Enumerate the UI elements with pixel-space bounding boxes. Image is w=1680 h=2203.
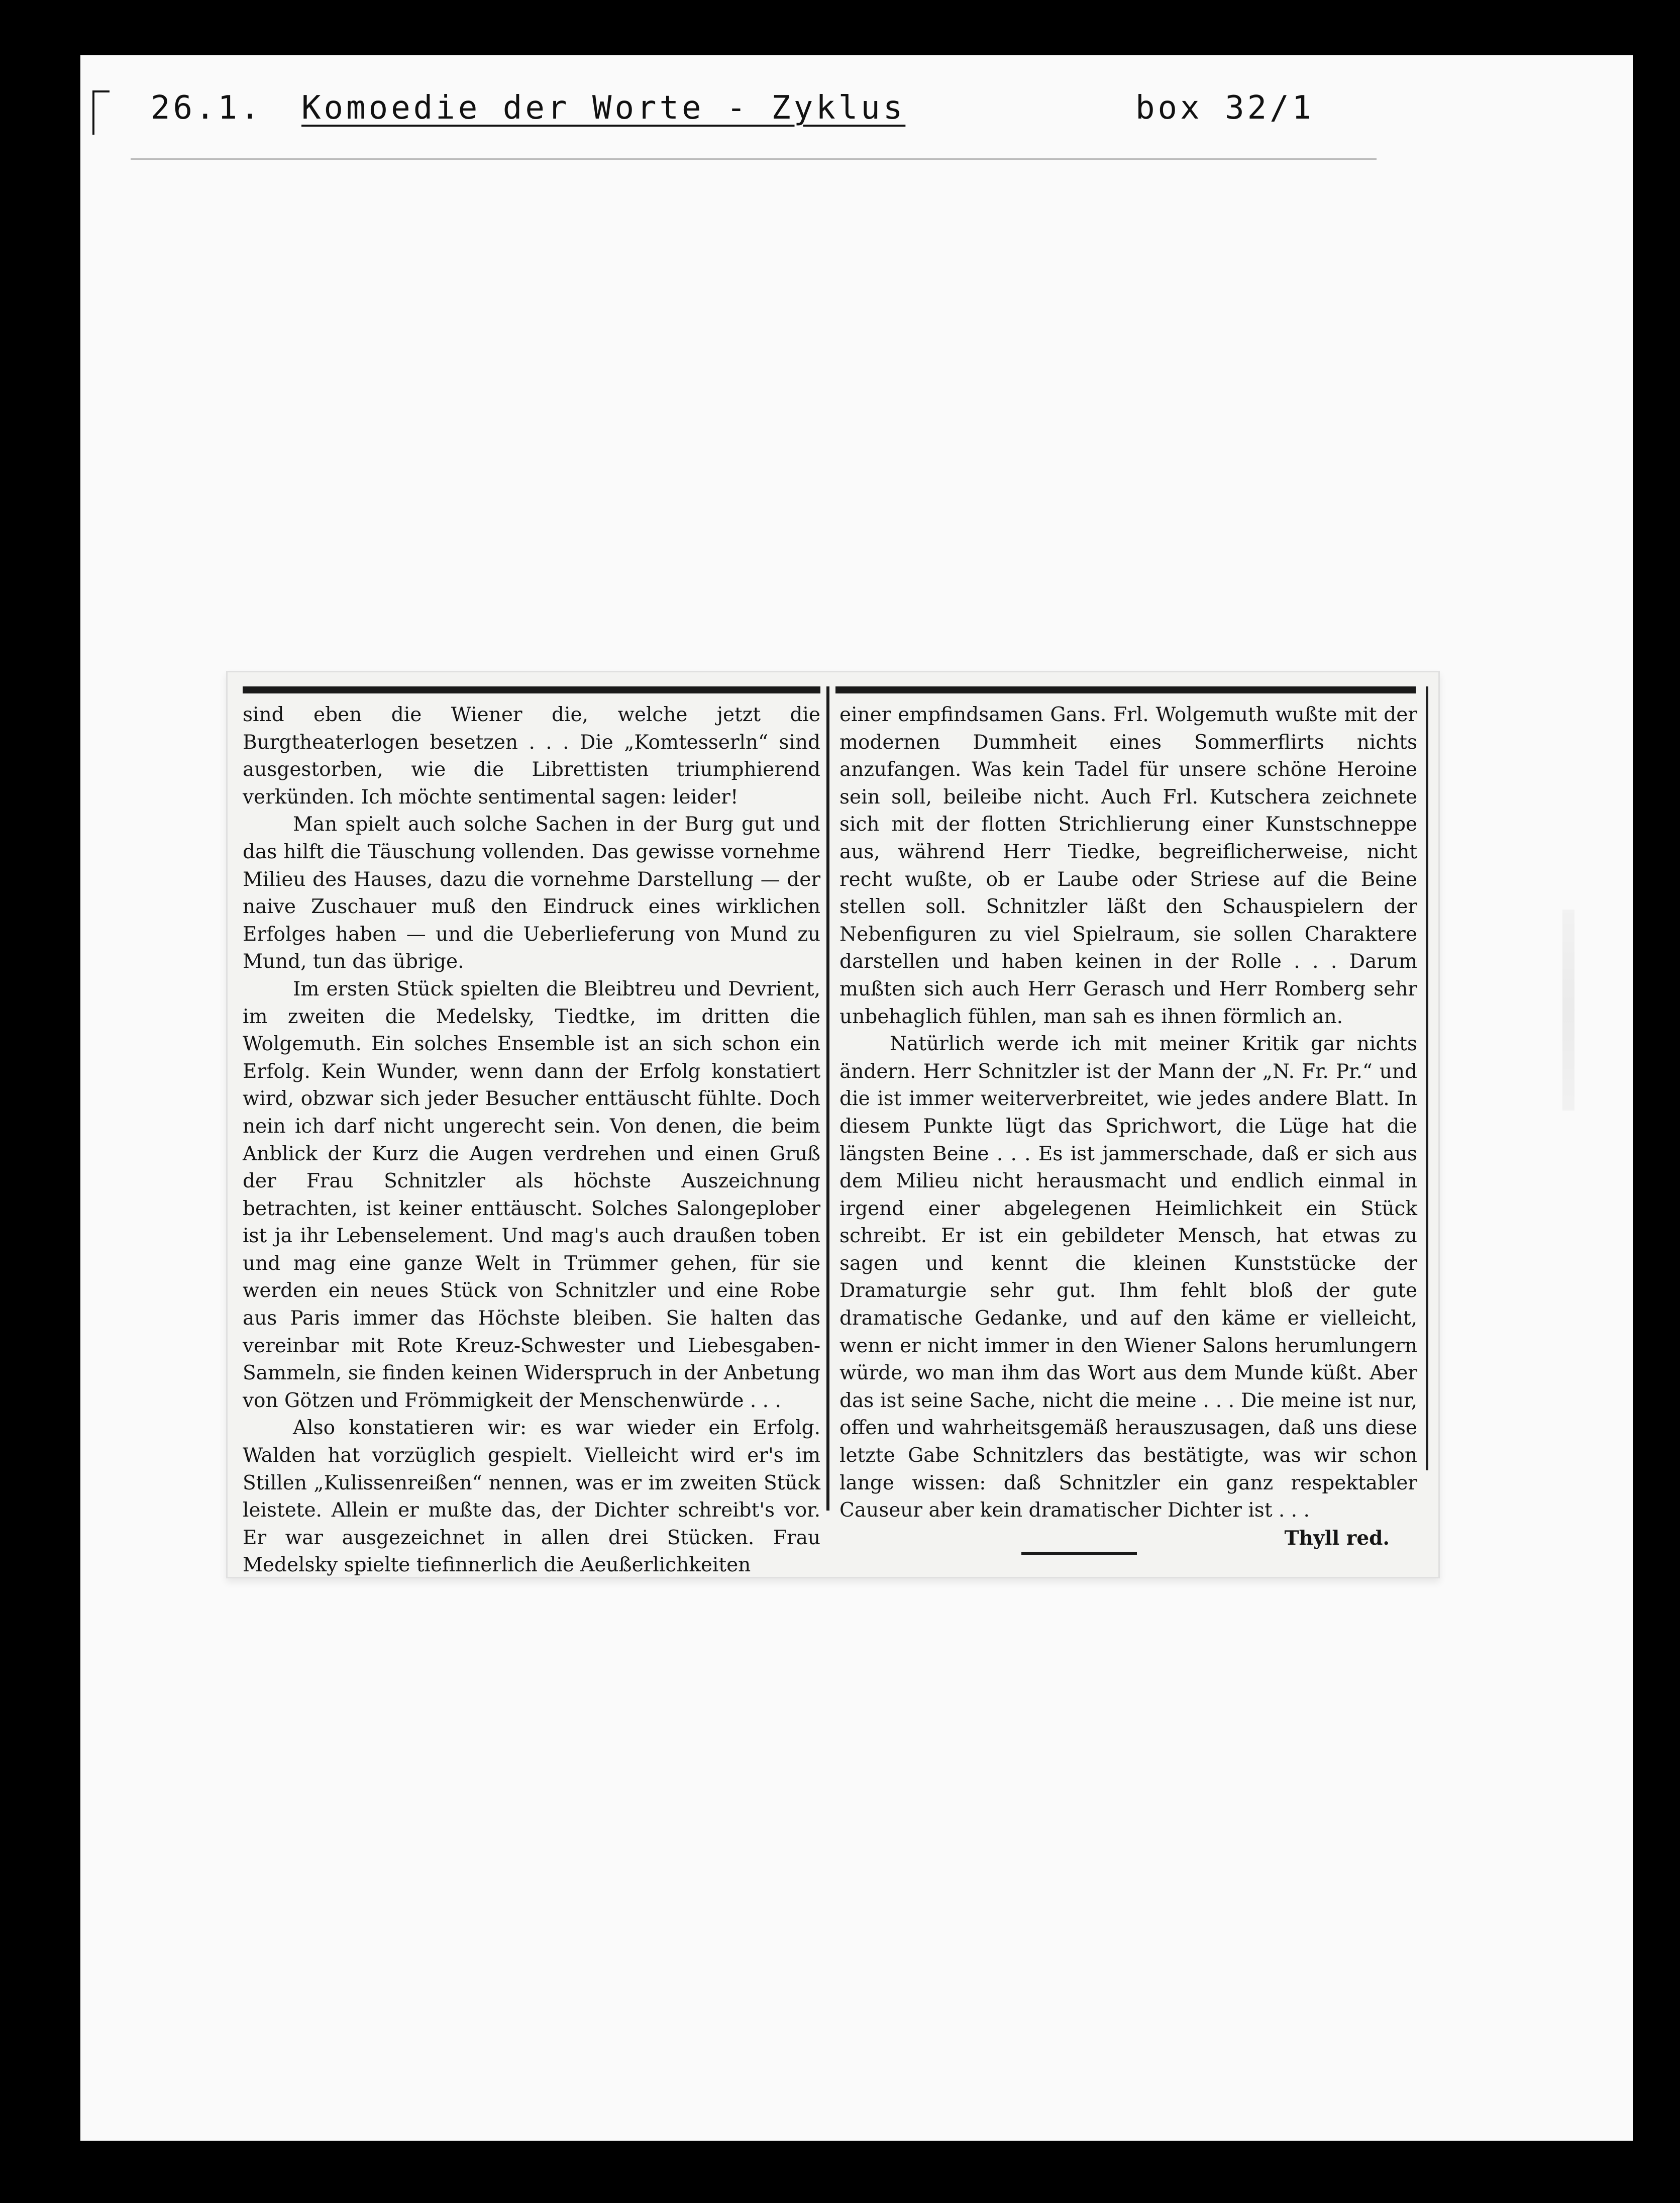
paragraph: einer empfindsamen Gans. Frl. Wolgemuth wußte mit der modernen Dummheit eines Sommerflirts nichts anzufangen. Was kein Tadel für unsere schöne Heroine sein soll, beileibe nicht. Auch Frl. Kutschera zeichnete sich mit der flotten Strichlierung einer Kunstschneppe aus, während Herr Tiedke, begreiflicherweise, nicht recht wußte, ob er Laube oder Striese auf die Beine stellen soll. Schnitzler läßt den Schauspielern der Nebenfiguren zu viel Spielraum, sie sollen Charaktere darstellen und haben keinen in der Rolle . . . Darum mußten sich auch Herr Gerasch und Herr Romberg sehr unbehaglich fühlen, man sah es ihnen förmlich an. — [839, 704, 1417, 1028]
paragraph: sind eben die Wiener die, welche jetzt die Burgtheaterlogen besetzen . . . Die „Komtesserln“ sind ausgestorben, wie die Librettisten triumphierend verkünden. Ich möchte sentimental sagen: leider! — [243, 704, 820, 809]
corner-mark — [92, 90, 94, 135]
left-column — [243, 702, 820, 1579]
header-divider — [131, 158, 1377, 160]
column-divider — [826, 686, 829, 1511]
paragraph: Natürlich werde ich mit meiner Kritik gar nichts ändern. Herr Schnitzler ist der Mann der „N. Fr. Pr.“ und die ist immer weiterverbreitet, wie jedes andere Blatt. In diesem Punkte lügt das Sprichwort, die Lüge hat die längsten Beine . . . Es ist jammerschade, daß er sich aus dem Milieu nicht herausmacht und endlich einmal in irgend einer abgelegenen Heimlichkeit ein Stück schreibt. Er ist ein gebildeter Mensch, hat etwas zu sagen und kennt die kleinen Kunststücke der Dramaturgie sehr gut. Ihm fehlt bloß der gute dramatische Gedanke, und auf den käme er vielleicht, wenn er nicht immer in den Wiener Salons herumlungern würde, wo man ihm das Wort aus dem Munde küßt. Aber das ist seine Sache, nicht die meine . . . Die meine ist nur, offen und wahrheitsgemäß herauszusagen, daß uns diese letzte Gabe Schnitzlers das bestätigte, was wir schon lange wissen: daß Schnitzler ein ganz respektabler Causeur aber kein dramatischer Dichter ist . . . — [839, 1033, 1417, 1522]
paragraph: Man spielt auch solche Sachen in der Burg gut und das hilft die Täuschung vollenden. Das gewisse vornehme Milieu des Hauses, dazu die vornehme Darstellung — der naive Zuschauer muß den Eindruck eines wirklichen Erfolges haben — und die Ueberlieferung von Mund zu Mund, tun das übrige. — [243, 813, 820, 973]
end-rule — [1021, 1552, 1137, 1555]
paragraph: Also konstatieren wir: es war wieder ein Erfolg. Walden hat vorzüglich gespielt. Vielleicht wird er's im Stillen „Kulissenreißen“ nennen, was er im zweiten Stück leistete. Allein er mußte das, der Dichter schreibt's vor. Er war ausgezeichnet in allen drei Stücken. Frau Medelsky spielte tiefinnerlich die Aeußerlichkeiten — [243, 1417, 820, 1577]
author-signature: Thyll red. — [1284, 1526, 1390, 1550]
header-box-label: box 32/1 — [1135, 89, 1315, 127]
header-title: Komoedie der Worte - Zyklus — [301, 89, 906, 127]
paragraph: Im ersten Stück spielten die Bleibtreu und Devrient, im zweiten die Medelsky, Tiedtke, im dritten die Wolgemuth. Ein solches Ensemble ist an sich schon ein Erfolg. Kein Wunder, wenn dann der Erfolg konstatiert wird, obzwar sich jeder Besucher enttäuscht fühlte. Doch nein ich darf nicht ungerecht sein. Von denen, die beim Anblick der Kurz die Augen verdrehen und einen Gruß der Frau Schnitzler als höchste Auszeichnung betrachten, ist keiner enttäuscht. Solches Salongeplober ist ja ihr Lebenselement. Und mag's auch draußen toben und mag eine ganze Welt in Trümmer gehen, für sie werden ein neues Stück von Schnitzler und eine Robe aus Paris immer das Höchste bleiben. Sie halten das vereinbar mit Rote Kreuz-Schwester und Liebesgaben-Sammeln, sie finden keinen Widerspruch in der Anbetung von Götzen und Frömmigkeit der Menschenwürde . . . — [243, 977, 820, 1412]
top-rule-right — [835, 686, 1416, 693]
newspaper-clipping — [226, 671, 1440, 1578]
right-column — [839, 702, 1417, 1552]
top-rule-left — [243, 686, 820, 693]
edge-mark — [1562, 910, 1574, 1111]
corner-mark-horizontal — [92, 90, 110, 92]
header-number: 26.1. — [151, 89, 263, 127]
clipping-right-rule — [1426, 686, 1428, 1470]
